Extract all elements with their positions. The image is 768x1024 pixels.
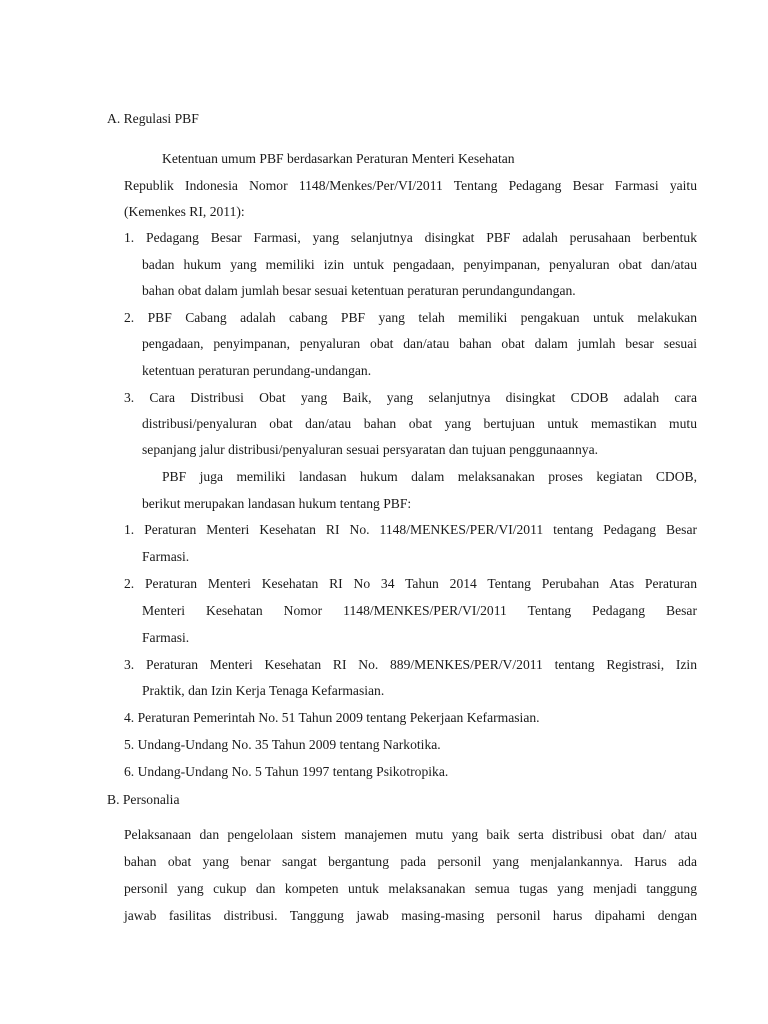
legal-item-4: 4. Peraturan Pemerintah No. 51 Tahun 2009 tentang Pekerjaan Kefarmasian. — [124, 710, 540, 725]
legal-item-6: 6. Undang-Undang No. 5 Tahun 1997 tentang Psikotropika. — [124, 764, 449, 779]
personalia-line: bahan obat yang benar sangat bergantung pada personil yang menjalankannya. Harus ada — [124, 854, 697, 869]
legal-intro-line: PBF juga memiliki landasan hukum dalam melaksanakan proses kegiatan CDOB, — [162, 469, 697, 484]
legal-item-2-cont: Menteri Kesehatan Nomor 1148/MENKES/PER/VI/2011 Tentang Pedagang Besar — [142, 603, 697, 618]
definition-item-1: 1. Pedagang Besar Farmasi, yang selanjutnya disingkat PBF adalah perusahaan berbentuk — [124, 230, 697, 245]
section-b-heading: B. Personalia — [107, 792, 180, 807]
legal-item-1-cont: Farmasi. — [142, 549, 190, 564]
intro-line: (Kemenkes RI, 2011): — [124, 204, 245, 219]
definition-item-2-cont: pengadaan, penyimpanan, penyaluran obat dan/atau bahan obat dalam jumlah besar sesuai — [142, 336, 697, 351]
personalia-line: Pelaksanaan dan pengelolaan sistem manajemen mutu yang baik serta distribusi obat dan/ atau — [124, 827, 697, 842]
personalia-line: jawab fasilitas distribusi. Tanggung jawab masing-masing personil harus dipahami dengan — [124, 908, 697, 923]
definition-item-1-cont: bahan obat dalam jumlah besar sesuai ketentuan peraturan perundangundangan. — [142, 283, 576, 298]
legal-item-2-cont: Farmasi. — [142, 630, 190, 645]
definition-item-3-cont: sepanjang jalur distribusi/penyaluran sesuai persyaratan dan tujuan penggunaannya. — [142, 442, 599, 457]
legal-intro-line: berikut merupakan landasan hukum tentang PBF: — [142, 496, 412, 511]
definition-item-3-cont: distribusi/penyaluran obat dan/atau bahan obat yang bertujuan untuk memastikan mutu — [142, 416, 697, 431]
section-a-heading: A. Regulasi PBF — [107, 111, 199, 126]
legal-item-3: 3. Peraturan Menteri Kesehatan RI No. 889/MENKES/PER/V/2011 tentang Registrasi, Izin — [124, 657, 697, 672]
definition-item-2: 2. PBF Cabang adalah cabang PBF yang telah memiliki pengakuan untuk melakukan — [124, 310, 697, 325]
legal-item-3-cont: Praktik, dan Izin Kerja Tenaga Kefarmasian. — [142, 683, 385, 698]
legal-item-2: 2. Peraturan Menteri Kesehatan RI No 34 Tahun 2014 Tentang Perubahan Atas Peraturan — [124, 576, 697, 591]
personalia-line: personil yang cukup dan kompeten untuk melaksanakan semua tugas yang menjadi tanggung — [124, 881, 697, 896]
definition-item-3: 3. Cara Distribusi Obat yang Baik, yang selanjutnya disingkat CDOB adalah cara — [124, 390, 697, 405]
definition-item-2-cont: ketentuan peraturan perundang-undangan. — [142, 363, 372, 378]
intro-line: Ketentuan umum PBF berdasarkan Peraturan Menteri Kesehatan — [162, 151, 515, 166]
legal-item-5: 5. Undang-Undang No. 35 Tahun 2009 tentang Narkotika. — [124, 737, 441, 752]
legal-item-1: 1. Peraturan Menteri Kesehatan RI No. 1148/MENKES/PER/VI/2011 tentang Pedagang Besar — [124, 522, 697, 537]
intro-line: Republik Indonesia Nomor 1148/Menkes/Per/VI/2011 Tentang Pedagang Besar Farmasi yaitu — [124, 178, 697, 193]
definition-item-1-cont: badan hukum yang memiliki izin untuk pengadaan, penyimpanan, penyaluran obat dan/atau — [142, 257, 697, 272]
